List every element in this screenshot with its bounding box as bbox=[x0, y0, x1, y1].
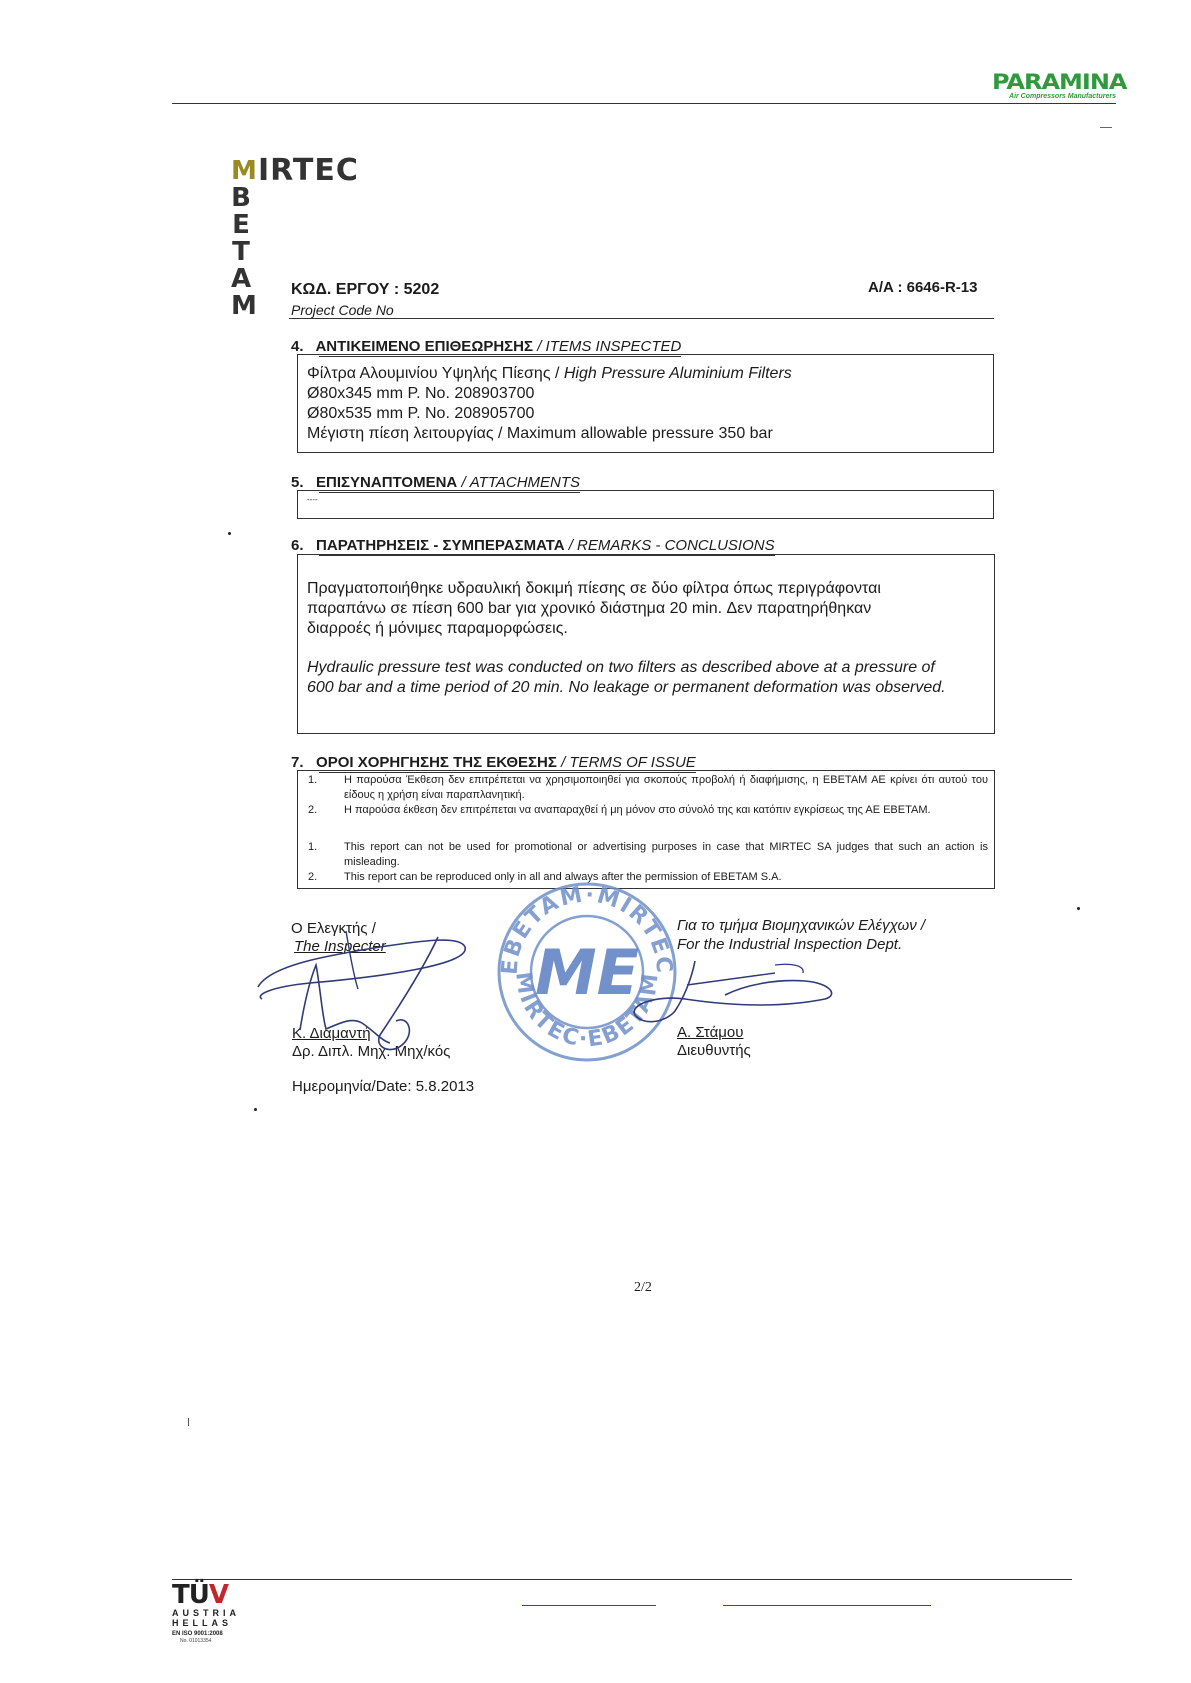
brand-tagline: Air Compressors Manufacturers bbox=[1009, 93, 1116, 100]
logo-letter: E bbox=[232, 210, 250, 240]
tuv-number: No. 01013354 bbox=[180, 1638, 212, 1644]
section-title-en: / REMARKS - CONCLUSIONS bbox=[568, 537, 775, 554]
inspector-name: Κ. Διαμαντή bbox=[292, 1025, 371, 1042]
tuv-line: HELLAS bbox=[172, 1618, 232, 1628]
dept-title: Διευθυντής bbox=[677, 1042, 751, 1059]
item-line: Ø80x535 mm P. No. 208905700 bbox=[307, 405, 535, 422]
scan-speck bbox=[228, 532, 231, 535]
stamp-text-top: EBETAM·MIRTEC bbox=[497, 882, 677, 976]
tuv-mark: TÜV bbox=[172, 1580, 228, 1610]
item-line: Μέγιστη πίεση λειτουργίας / Maximum allowable pressure 350 bar bbox=[307, 425, 773, 442]
project-code-en: Project Code No bbox=[291, 302, 394, 318]
section-title-el: ΑΝΤΙΚΕΙΜΕΝΟ ΕΠΙΘΕΩΡΗΣΗΣ bbox=[315, 338, 534, 355]
item-line: Φίλτρα Αλουμινίου Υψηλής Πίεσης / High Pressure Aluminium Filters bbox=[307, 365, 792, 382]
dept-role: Για το τμήμα Βιομηχανικών Ελέγχων / bbox=[677, 917, 926, 934]
section-title-en: / ITEMS INSPECTED bbox=[537, 338, 682, 355]
remarks-heading bbox=[291, 537, 775, 554]
section-number: 6. bbox=[291, 537, 304, 554]
remarks-line-en: 600 bar and a time period of 20 min. No leakage or permanent deformation was observed. bbox=[307, 679, 946, 696]
remarks-box bbox=[297, 554, 995, 734]
logo-letter: M bbox=[231, 156, 257, 186]
items-inspected-heading bbox=[291, 338, 681, 355]
terms-heading bbox=[291, 754, 696, 771]
dept-name: Α. Στάμου bbox=[677, 1024, 744, 1041]
logo-letter: M bbox=[231, 291, 257, 321]
tuv-iso: EN ISO 9001:2008 bbox=[172, 1631, 223, 1637]
page-number: 2/2 bbox=[634, 1280, 652, 1295]
header-divider bbox=[172, 103, 1116, 104]
paramina-logo bbox=[992, 69, 1127, 100]
section-number: 7. bbox=[291, 754, 304, 771]
logo-letter: A bbox=[231, 264, 252, 294]
terms-box: 1. Η παρούσα Έκθεση δεν επιτρέπεται να χρησιμοποιηθεί για σκοπούς προβολή ή διαφήμισης, η ΕΒΕΤΑΜ ΑΕ κρίνει ότι αυτού του είδους η χρήση είναι παραπλανητική. 2. Η παρούσα έκθεση δεν επιτρέπεται να αναπαραχθεί ή μη μόνον στο σύνολό της και κατόπιν εγκρίσεως της ΑΕ ΕΒΕΤΑΜ. 1. This report can not be used for promotional or advertising purposes in case that MIRTEC SA judges that such an action is misleading. 2. This report can be reproduced only in all and always after the permission of EBETAM S.A. bbox=[297, 770, 995, 889]
items-inspected-box bbox=[297, 354, 994, 453]
header-dash bbox=[1100, 127, 1112, 128]
footer-link-1[interactable] bbox=[522, 1605, 656, 1606]
attachments-heading bbox=[291, 474, 580, 491]
ebetam-logo bbox=[231, 156, 257, 321]
remarks-line-el: παραπάνω σε πίεση 600 bar για χρονικό διάστημα 20 min. Δεν παρατηρήθηκαν bbox=[307, 600, 872, 617]
inspector-signature bbox=[250, 925, 480, 1065]
remarks-line-el: Πραγματοποιήθηκε υδραυλική δοκιμή πίεσης σε δύο φίλτρα όπως περιγράφονται bbox=[307, 580, 881, 597]
footer-divider bbox=[172, 1579, 1072, 1580]
tuv-line: AUSTRIA bbox=[172, 1608, 240, 1618]
issue-date: Ημερομηνία/Date: 5.8.2013 bbox=[292, 1078, 475, 1095]
section-title-en: / TERMS OF ISSUE bbox=[561, 754, 696, 771]
section-title-en: / ATTACHMENTS bbox=[461, 474, 581, 491]
section-title-el: ΠΑΡΑΤΗΡΗΣΕΙΣ - ΣΥΜΠΕΡΑΣΜΑΤΑ bbox=[316, 537, 565, 554]
report-number: A/A : 6646-R-13 bbox=[868, 279, 978, 296]
scan-speck bbox=[1077, 907, 1080, 910]
director-signature bbox=[625, 955, 845, 1035]
logo-letter: T bbox=[232, 237, 250, 267]
attachments-content: ---- bbox=[307, 495, 318, 504]
stamp-center: ME bbox=[534, 936, 640, 1009]
section-title-el: ΕΠΙΣΥΝΑΠΤΟΜΕΝΑ bbox=[316, 474, 458, 491]
section-title-el: ΟΡΟΙ ΧΟΡΗΓΗΣΗΣ ΤΗΣ ΕΚΘΕΣΗΣ bbox=[316, 754, 557, 771]
section-number: 4. bbox=[291, 338, 304, 355]
item-line: Ø80x345 mm P. No. 208903700 bbox=[307, 385, 535, 402]
remarks-line-en: Hydraulic pressure test was conducted on two filters as described above at a pressure of bbox=[307, 659, 935, 676]
attachments-box bbox=[297, 490, 994, 519]
footer-link-2[interactable] bbox=[723, 1605, 931, 1606]
inspector-role: Ο Ελεγκτής / bbox=[291, 920, 376, 937]
inspector-title: Δρ. Διπλ. Μηχ. Μηχ/κός bbox=[292, 1043, 451, 1060]
remarks-line-el: διαρροές ή μόνιμες παραμορφώσεις. bbox=[307, 620, 568, 637]
mirtec-logo: IRTEC bbox=[258, 153, 359, 188]
stamp-text-bottom: MIRTEC·EBETAM bbox=[510, 970, 664, 1053]
dept-role-en: For the Industrial Inspection Dept. bbox=[677, 936, 903, 953]
scan-speck bbox=[188, 1418, 189, 1426]
project-divider bbox=[289, 318, 994, 319]
section-number: 5. bbox=[291, 474, 304, 491]
logo-letter: B bbox=[231, 183, 251, 213]
inspector-role-en: The Inspecter bbox=[294, 938, 386, 955]
tuv-austria-logo bbox=[172, 1582, 252, 1645]
project-code: ΚΩΔ. ΕΡΓΟΥ : 5202 bbox=[291, 281, 440, 298]
brand-name: PARAMINA bbox=[992, 69, 1127, 95]
scan-speck bbox=[254, 1108, 257, 1111]
